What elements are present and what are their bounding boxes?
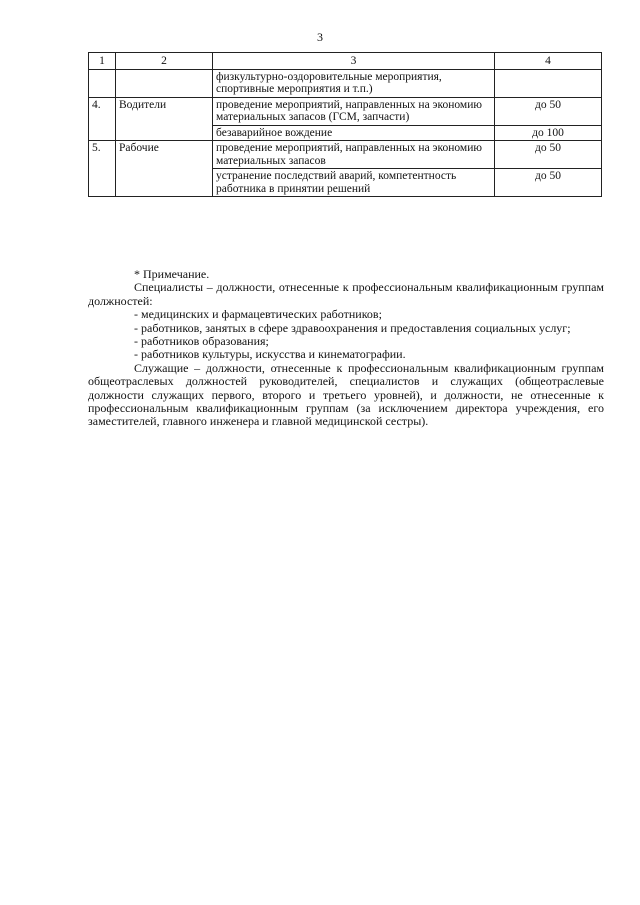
table-header-row [89, 53, 602, 70]
row-number: 4. [89, 97, 116, 125]
row-indicator: устранение последствий аварий, компетентность работника в принятии решений [213, 169, 495, 197]
row-indicator: физкультурно-оздоровительные мероприятия, спортивные мероприятия и т.п.) [213, 69, 495, 97]
table-row [89, 97, 602, 125]
table-row [89, 69, 602, 97]
row-amount: до 50 [495, 97, 602, 125]
header-col-1: 1 [89, 53, 116, 70]
row-indicator: безаварийное вождение [213, 125, 495, 141]
header-col-2: 2 [116, 53, 213, 70]
row-group [116, 125, 213, 141]
row-number [89, 125, 116, 141]
row-amount [495, 69, 602, 97]
table-row [89, 125, 602, 141]
row-number: 5. [89, 141, 116, 169]
table-row [89, 141, 602, 169]
row-indicator: проведение мероприятий, направленных на экономию материальных запасов (ГСМ, запчасти) [213, 97, 495, 125]
notes-title: * Примечание. [134, 267, 210, 281]
row-amount: до 50 [495, 169, 602, 197]
row-group [116, 169, 213, 197]
specialists-item: - медицинских и фармацевтических работников; [134, 307, 382, 322]
employees-definition: Служащие – должности, отнесенные к профессиональным квалификационным группам общеотраслевых должностей руководителей, специалистов и служащих (общеотраслевые должности служащих первого, второго и третьего уровней), и должности, не отнесенные к профессиональным квалификационным группам (за исключением директора учреждения, его заместителей, главного инженера и главной медицинской сестры). [88, 360, 604, 429]
bonus-table [88, 52, 602, 197]
row-number [89, 169, 116, 197]
table-row [89, 169, 602, 197]
row-amount: до 50 [495, 141, 602, 169]
row-amount: до 100 [495, 125, 602, 141]
specialists-item: - работников, занятых в сфере здравоохранения и предоставления социальных услуг; [134, 320, 571, 335]
row-group [116, 69, 213, 97]
row-indicator: проведение мероприятий, направленных на экономию материальных запасов [213, 141, 495, 169]
row-number [89, 69, 116, 97]
notes-section [88, 267, 604, 429]
specialists-item: - работников образования; [134, 334, 269, 349]
row-group: Рабочие [116, 141, 213, 169]
row-group: Водители [116, 97, 213, 125]
header-col-3: 3 [213, 53, 495, 70]
header-col-4: 4 [495, 53, 602, 70]
specialists-definition: Специалисты – должности, отнесенные к профессиональным квалификационным группам должностей: [88, 280, 604, 308]
page-number: 3 [317, 30, 323, 44]
specialists-item: - работников культуры, искусства и кинематографии. [134, 347, 406, 362]
